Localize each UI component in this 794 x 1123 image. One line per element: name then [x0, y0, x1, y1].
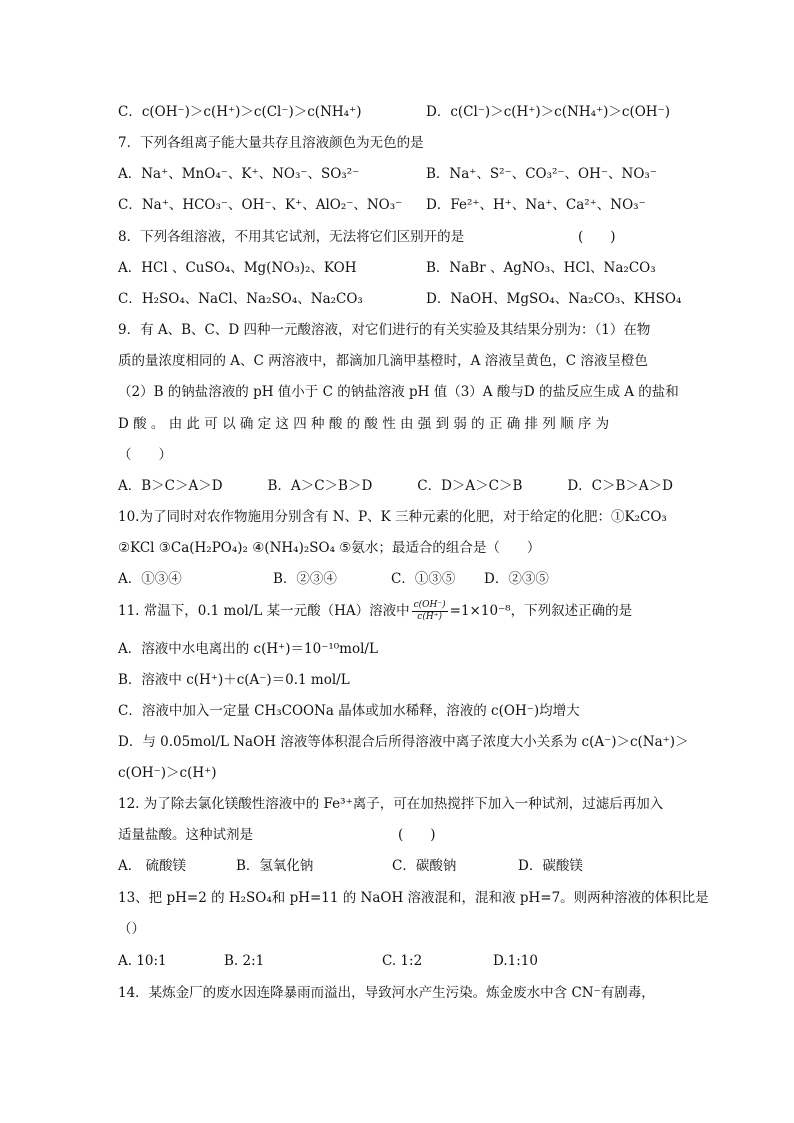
- q11-stem-pre: 11. 常温下，0.1 mol/L 某一元酸（HA）溶液中: [118, 603, 410, 619]
- q10-line-1: 10.为了同时对农作物施用分别含有 N、P、K 三种元素的化肥，对于给定的化肥：①K₂CO₃: [118, 509, 667, 525]
- q7-option-b: B．Na⁺、S²⁻、CO₃²⁻、OH⁻、NO₃⁻: [426, 166, 657, 182]
- q11-option-b: B．溶液中 c(H⁺)＋c(A⁻)＝0.1 mol/L: [118, 672, 350, 688]
- q9-option-a: A．B＞C＞A＞D: [118, 478, 223, 494]
- q11-option-c: C．溶液中加入一定量 CH₃COONa 晶体或加水稀释，溶液的 c(OH⁻)均增大: [118, 703, 580, 719]
- q12-option-b: B．氢氧化钠: [236, 858, 314, 874]
- q9-option-d: D．C＞B＞A＞D: [567, 478, 673, 494]
- q11-option-a: A．溶液中水电离出的 c(H⁺)＝10⁻¹⁰mol/L: [118, 641, 378, 657]
- q7-option-a: A．Na⁺、MnO₄⁻、K⁺、NO₃⁻、SO₃²⁻: [118, 166, 360, 182]
- q11-fraction: [412, 600, 448, 623]
- q8-option-d: D．NaOH、MgSO₄、Na₂CO₃、KHSO₄: [426, 291, 682, 307]
- q10-option-c: C．①③⑤: [391, 571, 456, 587]
- q10-option-d: D．②③⑤: [484, 571, 549, 587]
- q7-option-d: D．Fe²⁺、H⁺、Na⁺、Ca²⁺、NO₃⁻: [426, 197, 646, 213]
- q8-answer-paren: ( ): [578, 229, 616, 245]
- q11-stem-post: =1×10⁻⁸，下列叙述正确的是: [449, 603, 633, 619]
- q13-option-c: C. 1:2: [382, 953, 423, 969]
- q11-option-d-line-2: c(OH⁻)＞c(H⁺): [118, 765, 217, 781]
- q10-line-2: ②KCl ③Ca(H₂PO₄)₂ ④(NH₄)₂SO₄ ⑤氨水；最适合的组合是（ ）: [118, 540, 541, 556]
- q13-line-1: 13、把 pH=2 的 H₂SO₄和 pH=11 的 NaOH 溶液混和，混和液 pH=7。则两种溶液的体积比是: [118, 890, 709, 906]
- q8-stem: [118, 227, 464, 247]
- q12-answer-paren: ( ): [398, 827, 436, 843]
- q10-option-a: A．①③④: [118, 571, 182, 587]
- q11-stem: [118, 600, 632, 623]
- q13-option-d: D.1:10: [493, 953, 538, 969]
- q9-option-c: C．D＞A＞C＞B: [417, 478, 523, 494]
- q7-option-c: C．Na⁺、HCO₃⁻、OH⁻、K⁺、AlO₂⁻、NO₃⁻: [118, 197, 403, 213]
- q12-line-2: 适量盐酸。这种试剂是: [118, 827, 253, 843]
- q9-line-2: 质的量浓度相同的 A、C 两溶液中，都滴加几滴甲基橙时，A 溶液呈黄色，C 溶液呈橙色: [118, 353, 648, 369]
- q13-line-2: （）: [118, 921, 145, 937]
- q12-option-a: A． 硫酸镁: [118, 858, 187, 874]
- q13-option-a: A. 10:1: [118, 953, 167, 969]
- q9-line-1: 9．有 A、B、C、D 四种一元酸溶液，对它们进行的有关实验及其结果分别为：（1）在物: [118, 322, 651, 338]
- q12-option-d: D．碳酸镁: [518, 858, 583, 874]
- q8-option-b: B．NaBr 、AgNO₃、HCl、Na₂CO₃: [426, 260, 656, 276]
- q9-option-b: B．A＞C＞B＞D: [267, 478, 373, 494]
- q8-option-a: A．HCl 、CuSO₄、Mg(NO₃)₂、KOH: [118, 260, 357, 276]
- q10-option-b: B．②③④: [273, 571, 337, 587]
- q9-line-3: （2）B 的钠盐溶液的 pH 值小于 C 的钠盐溶液 pH 值（3）A 酸与D 的盐反应生成 A 的盐和: [118, 384, 679, 400]
- q9-options: [118, 476, 673, 496]
- q8-stem-text: 8．下列各组溶液，不用其它试剂，无法将它们区别开的是: [118, 229, 465, 245]
- q9-answer-paren: （ ）: [118, 447, 172, 463]
- q12-line-1: 12. 为了除去氯化镁酸性溶液中的 Fe³⁺离子，可在加热搅拌下加入一种试剂，过滤后再加入: [118, 796, 664, 812]
- q11-fraction-denominator: c(H⁺): [417, 612, 442, 622]
- q12-option-c: C．碳酸钠: [392, 858, 457, 874]
- q11-option-d-line-1: D．与 0.05mol/L NaOH 溶液等体积混合后所得溶液中离子浓度大小关系为 c(A⁻)＞c(Na⁺)＞: [118, 734, 689, 750]
- q6-option-d: D．c(Cl⁻)＞c(H⁺)＞c(NH₄⁺)＞c(OH⁻): [426, 104, 670, 120]
- q9-line-4: D 酸 。 由 此 可 以 确 定 这 四 种 酸 的 酸 性 由 强 到 弱 的 正 确 排 列 顺 序 为: [118, 416, 610, 432]
- q7-stem: 7．下列各组离子能大量共存且溶液颜色为无色的是: [118, 135, 424, 151]
- q8-option-c: C．H₂SO₄、NaCl、Na₂SO₄、Na₂CO₃: [118, 291, 363, 307]
- q6-option-c: C．c(OH⁻)＞c(H⁺)＞c(Cl⁻)＞c(NH₄⁺): [118, 104, 362, 120]
- q13-option-b: B. 2:1: [224, 953, 265, 969]
- q11-fraction-numerator: c(OH⁻): [413, 600, 446, 610]
- q14-line-1: 14．某炼金厂的废水因连降暴雨而溢出，导致河水产生污染。炼金废水中含 CN⁻有剧毒，: [118, 985, 655, 1001]
